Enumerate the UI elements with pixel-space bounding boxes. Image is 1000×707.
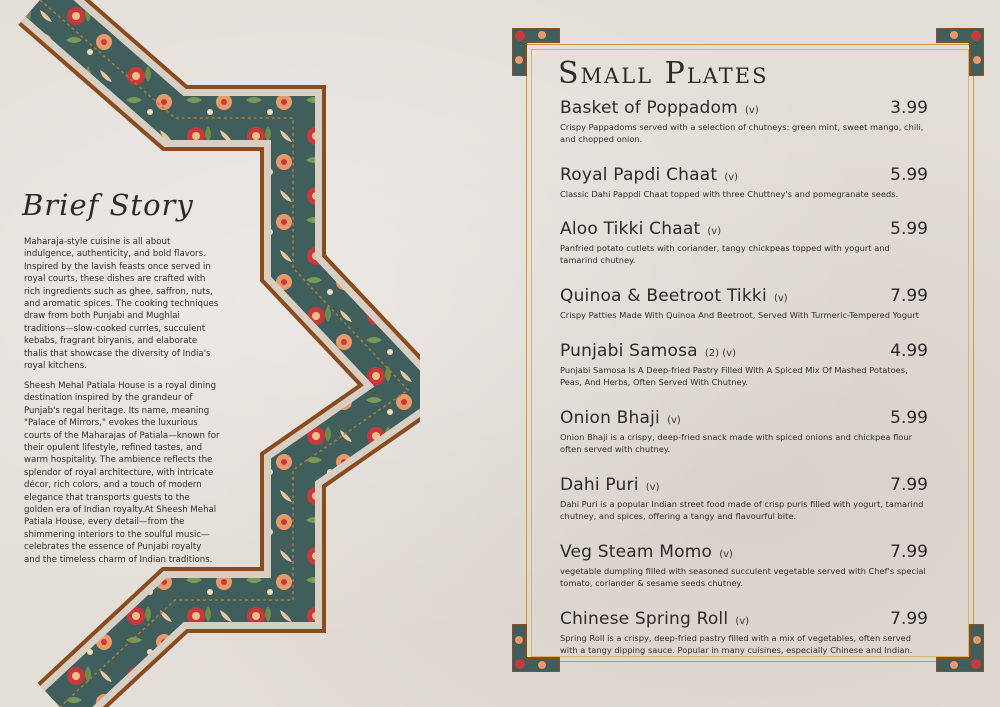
corner-ornament-top-left	[512, 28, 560, 76]
story-paragraph-1: Maharaja-style cuisine is all about indulgence, authenticity, and bold flavors. Inspired by the lavish feasts once served in royal courts, these dishes are crafted with rich ingredients such as ghee, saffron, nuts, and aromatic spices. The cooking techniques draw from both Punjabi and Mughlai traditions—slow-cooked curries, succulent kebabs, fragrant biryanis, and elaborate thalis that showcase the diversity of India's royal kitchens.	[24, 237, 219, 372]
item-price: 7.99	[890, 475, 928, 495]
menu-item	[560, 475, 928, 522]
item-name: Veg Steam Momo	[560, 542, 713, 562]
item-tag: (v)	[745, 105, 759, 116]
item-description: vegetable dumpling filled with seasoned succulent vegetable served with Chef's special tomato, coriander & sesame seeds chutney.	[560, 566, 926, 588]
item-price: 5.99	[890, 165, 928, 185]
corner-ornament-top-right	[936, 28, 984, 76]
menu-item	[560, 341, 928, 388]
item-price: 7.99	[890, 609, 928, 629]
item-name: Onion Bhaji	[560, 408, 660, 428]
item-price: 7.99	[890, 542, 928, 562]
item-name: Basket of Poppadom	[560, 98, 738, 118]
item-tag: (v)	[707, 226, 722, 237]
menu-item	[560, 286, 928, 321]
item-name: Royal Papdi Chaat	[560, 165, 718, 185]
item-name: Quinoa & Beetroot Tikki	[560, 286, 767, 306]
menu-item	[560, 542, 928, 589]
story-paragraph-2: Sheesh Mehal Patiala House is a royal dining destination inspired by the grandeur of Punjab's regal heritage. Its name, meaning "Palace of Mirrors," evokes the luxurious courts of the Maharajas of Patiala—known for their opulent lifestyle, refined tastes, and warm hospitality. The ambience reflects the splendor of royal architecture, with intricate décor, rich colors, and a touch of modern elegance that transports guests to the golden era of Indian royalty.At Sheesh Mehal Patiala House, every detail—from the shimmering interiors to the soulful music—celebrates the essence of Punjabi royalty and the timeless charm of Indian traditions.	[24, 381, 220, 565]
corner-ornament-bottom-right	[936, 624, 984, 672]
item-tag: (v)	[735, 616, 750, 627]
item-tag: (v)	[719, 549, 733, 560]
corner-ornament-bottom-left	[512, 624, 560, 672]
item-description: Dahi Puri is a popular Indian street food made of crisp puris filled with yogurt, tamarind chutney, and spices, offering a tangy and flavourful bite.	[560, 499, 924, 521]
item-name: Aloo Tikki Chaat	[560, 219, 701, 239]
menu-item	[560, 98, 928, 145]
item-price: 4.99	[890, 341, 928, 361]
item-tag: (v)	[724, 172, 739, 183]
item-description: Punjabi Samosa Is A Deep-fried Pastry Filled With A Spiced Mix Of Mashed Potatoes, Peas, And Herbs, Often Served With Chutney.	[560, 365, 908, 387]
item-description: Spring Roll is a crispy, deep-fried pastry filled with a mix of vegetables, often served with a tangy dipping sauce. Popular in many cuisines, especially Chinese and Indian.	[560, 633, 913, 655]
item-name: Chinese Spring Roll	[560, 609, 729, 629]
item-tag: (v)	[773, 293, 788, 304]
menu-item	[560, 165, 928, 200]
menu-item	[560, 219, 928, 266]
item-tag: (2) (v)	[704, 348, 736, 359]
item-name: Punjabi Samosa	[560, 341, 698, 361]
item-description: Crispy Pappadoms served with a selection of chutneys: green mint, sweet mango, chili, and chopped onion.	[560, 122, 924, 144]
item-tag: (v)	[667, 415, 681, 426]
item-price: 3.99	[890, 98, 928, 118]
menu-item	[560, 609, 928, 656]
item-name: Dahi Puri	[560, 475, 639, 495]
item-description: Onion Bhaji is a crispy, deep-fried snack made with spiced onions and chickpea flour often served with chutney.	[560, 432, 913, 454]
menu-items-list	[560, 98, 928, 656]
item-description: Classic Dahi Pappdi Chaat topped with three Chuttney's and pomegranate seeds.	[560, 189, 899, 199]
menu-item	[560, 408, 928, 455]
item-price: 5.99	[890, 408, 928, 428]
story-title: Brief Story	[22, 188, 194, 222]
item-description: Crispy Patties Made With Quinoa And Beetroot, Served With Turmeric-Tempered Yogurt	[560, 310, 919, 320]
item-price: 7.99	[890, 286, 928, 306]
item-tag: (v)	[645, 482, 660, 493]
item-price: 5.99	[890, 219, 928, 239]
menu-section-title: Small Plates	[558, 56, 769, 91]
item-description: Panfried potato cutlets with coriander, tangy chickpeas topped with yogurt and tamarind chutney.	[560, 243, 890, 265]
